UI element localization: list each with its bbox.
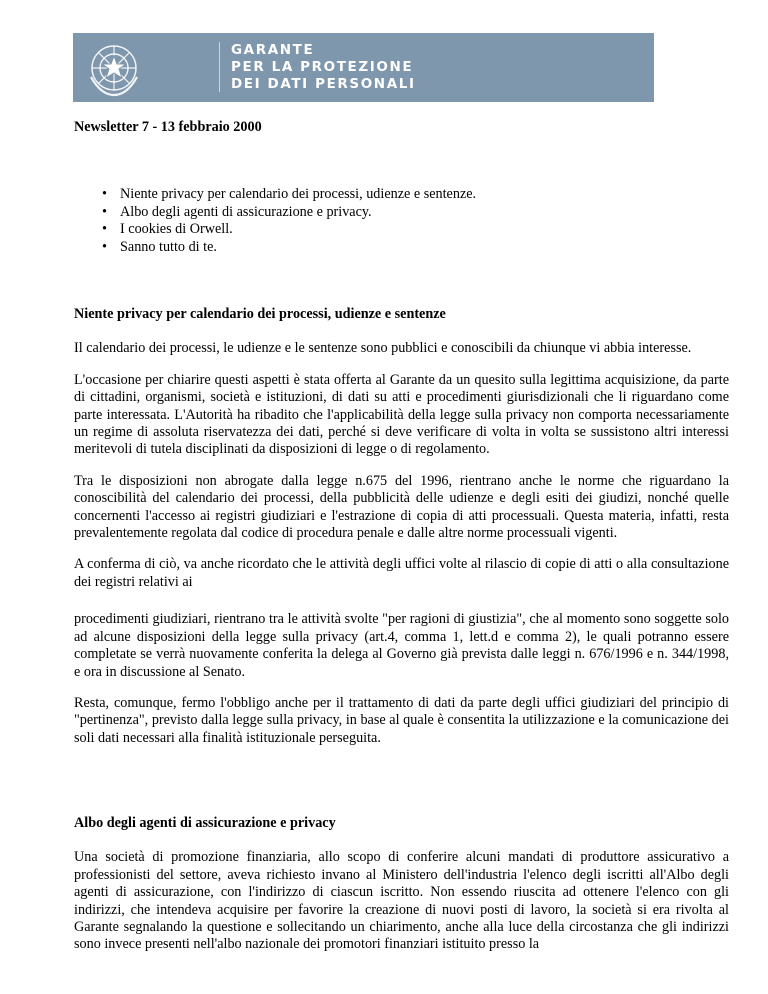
section-heading: Niente privacy per calendario dei processi, udienze e sentenze [74,306,446,322]
paragraph: Una società di promozione finanziaria, allo scopo di conferire alcuni mandati di produttore assicurativo a professionisti del settore, aveva richiesto invano al Ministero dell'industria l'elenco degli iscritti all'Albo degli agenti di assicurazione, con l'indirizzo di ciascun iscritto. Non essendo riuscita ad ottenere l'elenco con gli indirizzi, che intendeva acquisire per favorire la creazione di nuovi posti di lavoro, la società si era rivolta al Garante segnalando la questione e sollecitando un chiarimento, anche alla luce della circostanza che gli indirizzi sono invece presenti nell'albo nazionale dei promotori finanziari istituito presso la [74,849,729,953]
paragraph: L'occasione per chiarire questi aspetti è stata offerta al Garante da un quesito sulla legittima acquisizione, da parte di cittadini, organismi, società e istituzioni, di dati su atti e procedimenti giurisdizionali che li riguardano come parte interessata. L'Autorità ha ribadito che l'applicabilità della legge sulla privacy non comporta necessariamente un regime di assoluta riservatezza dei dati, perché si deve verificare di volta in volta se sussistono altri interessi meritevoli di tutela disciplinati da disposizioni di legge o di regolamento. [74,371,729,458]
toc-item: • Niente privacy per calendario dei processi, udienze e sentenze. [102,186,476,204]
table-of-contents [102,186,476,256]
paragraph: A conferma di ciò, va anche ricordato che le attività degli uffici volte al rilascio di copie di atti o alla consultazione dei registri relativi ai [74,556,729,590]
paragraph: procedimenti giudiziari, rientrano tra le attività svolte "per ragioni di giustizia", che al momento sono soggette solo ad alcune disposizioni della legge sulla privacy (art.4, comma 1, lett.d e comma 2), le quali potranno essere completate se verrà nuovamente conferita la delega al Governo già prevista dalle leggi n. 676/1996 e n. 344/1998, e ora in discussione al Senato. [74,611,729,680]
brand-line-1: GARANTE [231,42,315,58]
paragraph: Tra le disposizioni non abrogate dalla legge n.675 del 1996, rientrano anche le norme che riguardano la conoscibilità del calendario dei processi, della pubblicità delle udienze e degli esiti dei giudizi, nonché quelle concernenti l'accesso ai registri giudiziari e l'estrazione di copia di atti processuali. Questa materia, infatti, resta prevalentemente regolata dal codice di procedura penale e dalle altre norme processuali vigenti. [74,472,729,542]
header-banner [73,33,654,102]
italian-republic-emblem-icon [83,37,145,99]
section-albo-agenti [74,815,729,954]
brand-line-3: DEI DATI PERSONALI [231,76,416,92]
paragraph: Il calendario dei processi, le udienze e le sentenze sono pubblici e conoscibili da chiunque vi abbia interesse. [74,340,692,357]
toc-item: • Sanno tutto di te. [102,239,476,257]
brand-line-2: PER LA PROTEZIONE [231,59,414,75]
newsletter-title: Newsletter 7 - 13 febbraio 2000 [74,119,262,135]
toc-item: • Albo degli agenti di assicurazione e privacy. [102,204,476,222]
banner-divider [219,42,220,92]
brand-name [231,42,416,93]
paragraph: Resta, comunque, fermo l'obbligo anche per il trattamento di dati da parte degli uffici giudiziari del principio di "pertinenza", previsto dalla legge sulla privacy, in base al quale è consentita la utilizzazione e la comunicazione dei soli dati necessari alla finalità istituzionale perseguita. [74,694,729,746]
section-niente-privacy [74,306,729,747]
toc-item: • I cookies di Orwell. [102,221,476,239]
document-body [74,119,729,953]
section-heading: Albo degli agenti di assicurazione e privacy [74,815,336,831]
